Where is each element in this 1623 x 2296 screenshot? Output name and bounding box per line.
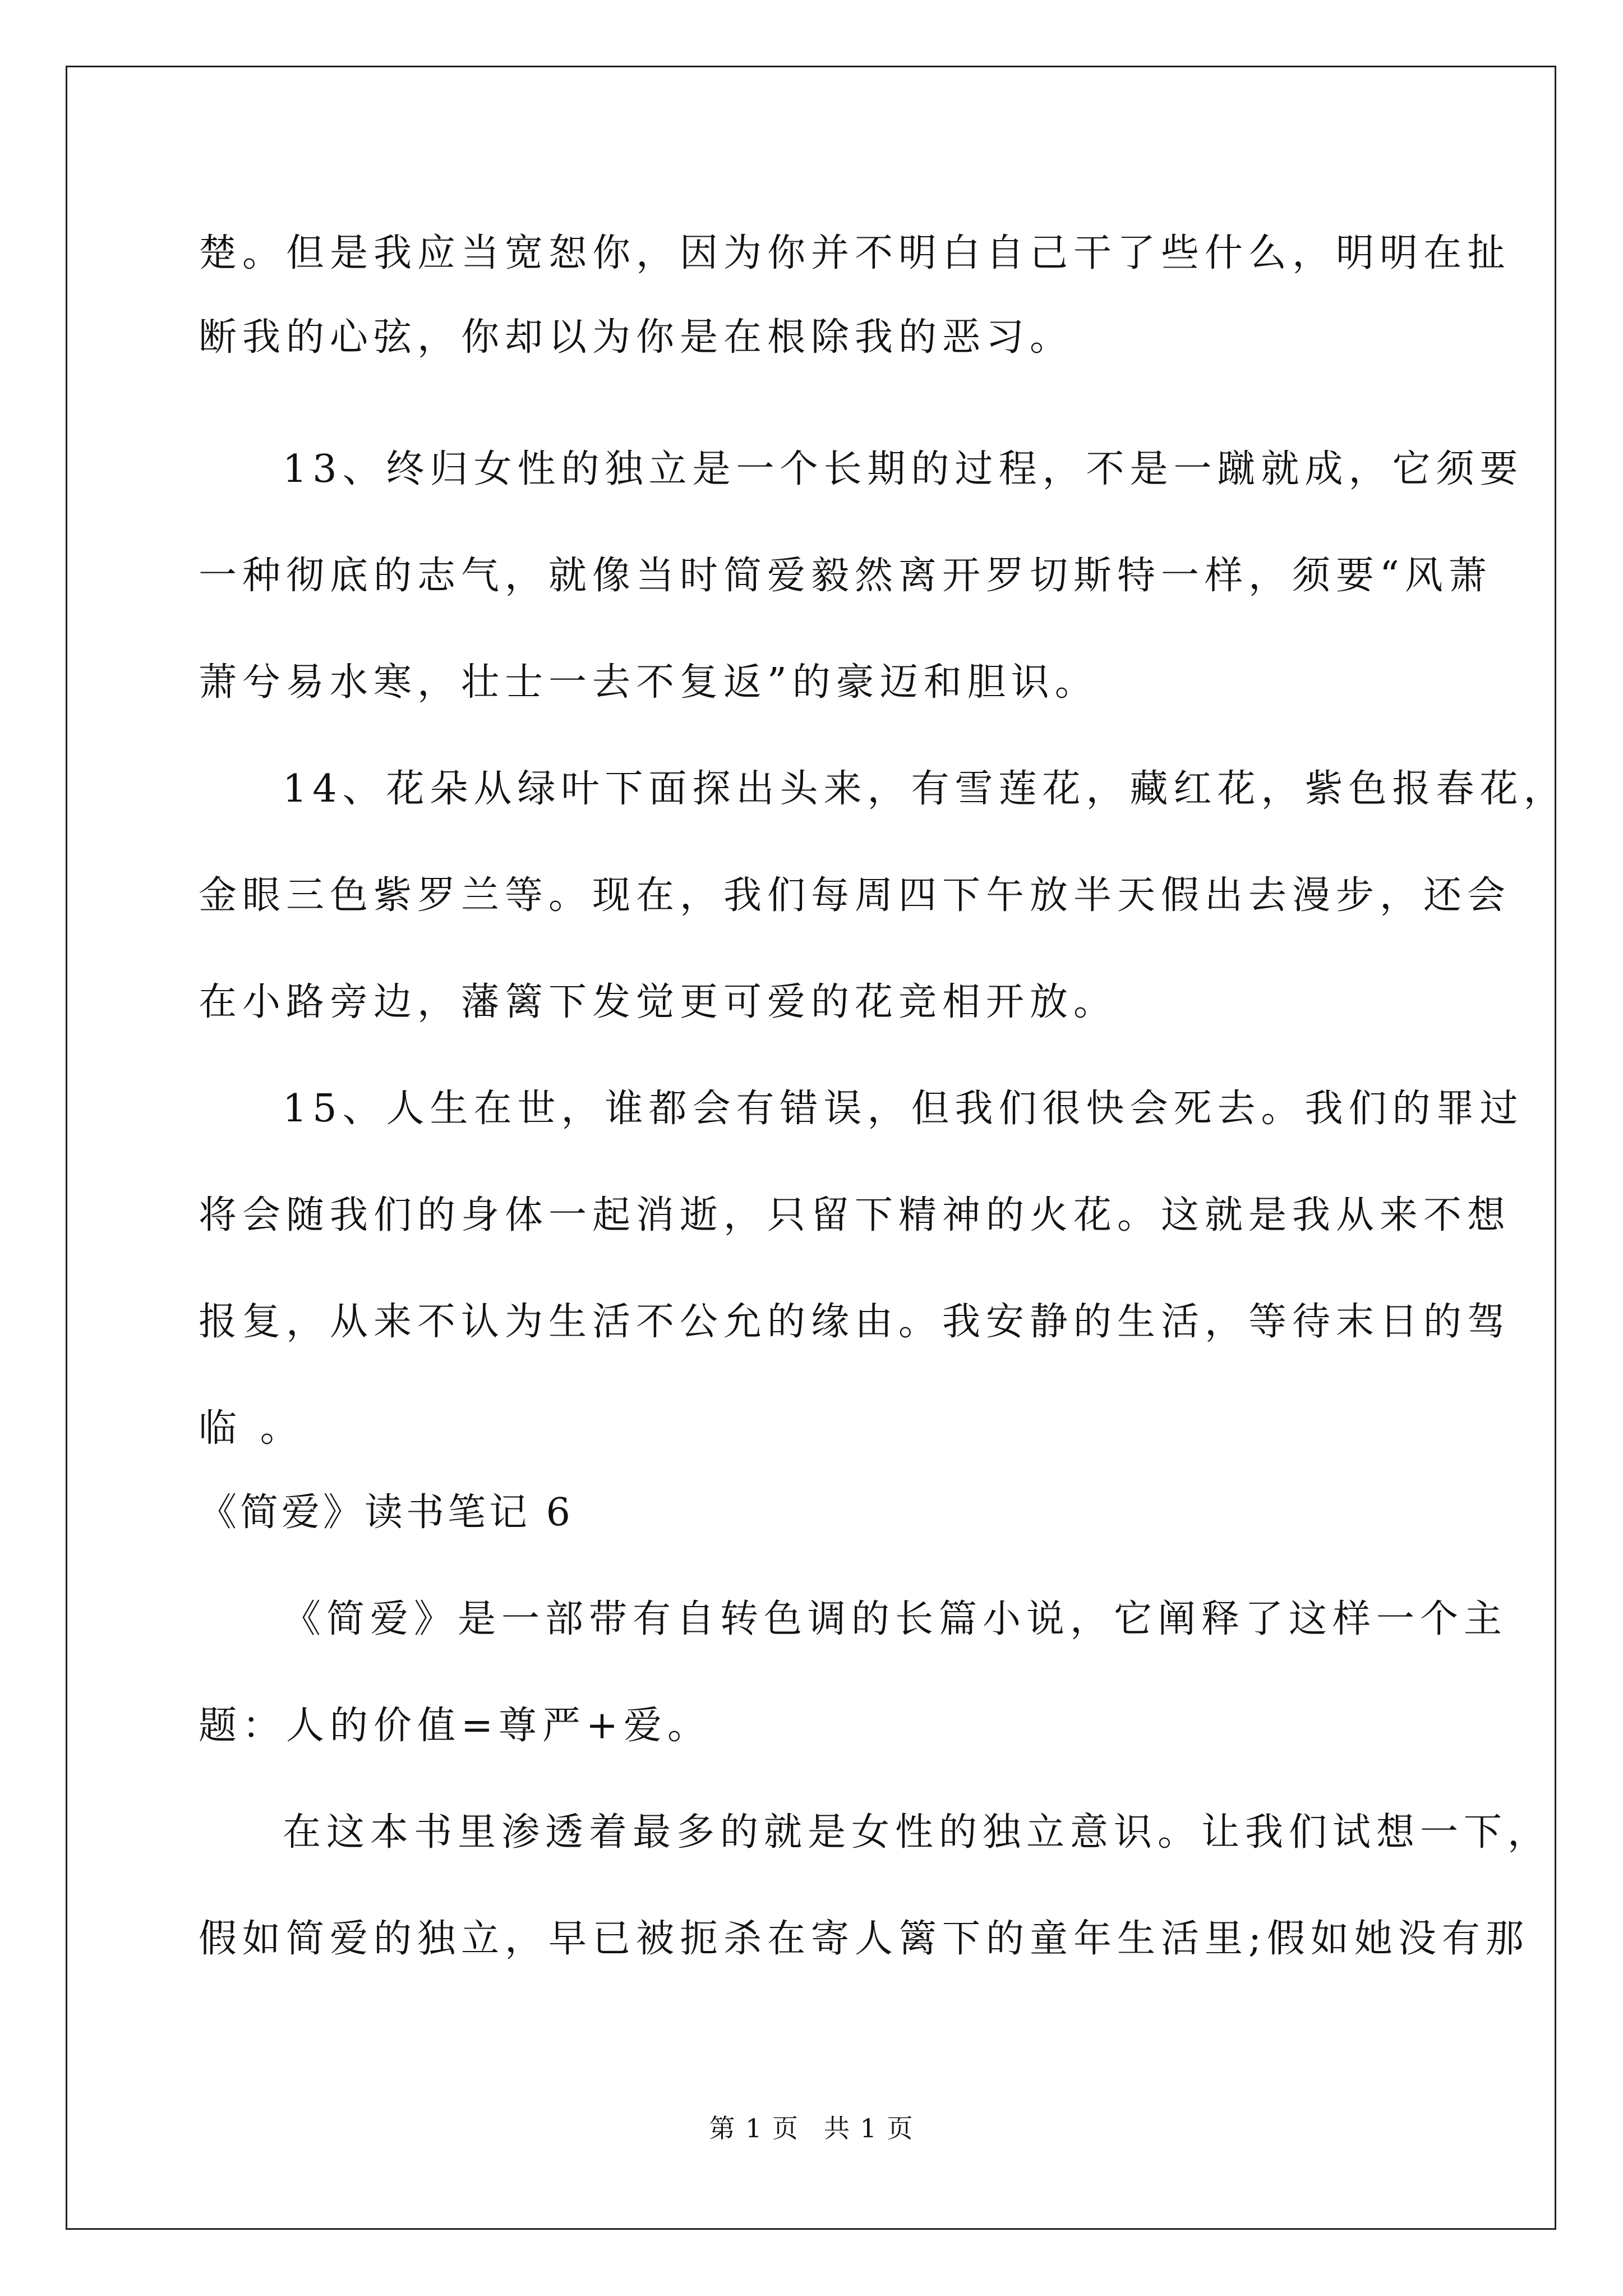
text-line: 金眼三色紫罗兰等。现在，我们每周四下午放半天假出去漫步，还会 (199, 873, 1511, 918)
text-line: 楚。但是我应当宽恕你，因为你并不明白自己干了些什么，明明在扯 (199, 231, 1511, 275)
page-border (66, 66, 1556, 2230)
text-line: 临 。 (199, 1406, 304, 1451)
page-number: 第 1 页 (709, 2113, 799, 2143)
text-line: 萧兮易水寒，壮士一去不复返”的豪迈和胆识。 (199, 660, 1099, 705)
text-line: 在这本书里渗透着最多的就是女性的独立意识。让我们试想一下， (283, 1810, 1552, 1855)
section-heading: 《简爱》读书笔记 6 (199, 1490, 574, 1535)
page-total: 共 1 页 (824, 2113, 914, 2143)
text-line: 15、人生在世，谁都会有错误，但我们很快会死去。我们的罪过 (283, 1087, 1524, 1131)
text-line: 一种彻底的志气，就像当时简爱毅然离开罗切斯特一样，须要“风萧 (199, 554, 1492, 598)
text-line: 断我的心弦，你却以为你是在根除我的恶习。 (199, 315, 1074, 360)
text-line: 将会随我们的身体一起消逝，只留下精神的火花。这就是我从来不想 (199, 1193, 1511, 1237)
text-line: 《简爱》是一部带有自转色调的长篇小说，它阐释了这样一个主 (283, 1597, 1508, 1641)
page-footer (0, 2111, 1623, 2145)
text-line: 13、终归女性的独立是一个长期的过程，不是一蹴就成，它须要 (283, 447, 1524, 491)
text-line: 14、花朵从绿叶下面探出头来，有雪莲花，藏红花，紫色报春花， (283, 767, 1567, 811)
text-line: 题：人的价值=尊严+爱。 (199, 1704, 711, 1748)
text-line: 假如简爱的独立，早已被扼杀在寄人篱下的童年生活里;假如她没有那 (199, 1917, 1529, 1961)
text-line: 报复，从来不认为生活不公允的缘由。我安静的生活，等待末日的驾 (199, 1300, 1511, 1344)
text-line: 在小路旁边，藩篱下发觉更可爱的花竞相开放。 (199, 980, 1118, 1024)
